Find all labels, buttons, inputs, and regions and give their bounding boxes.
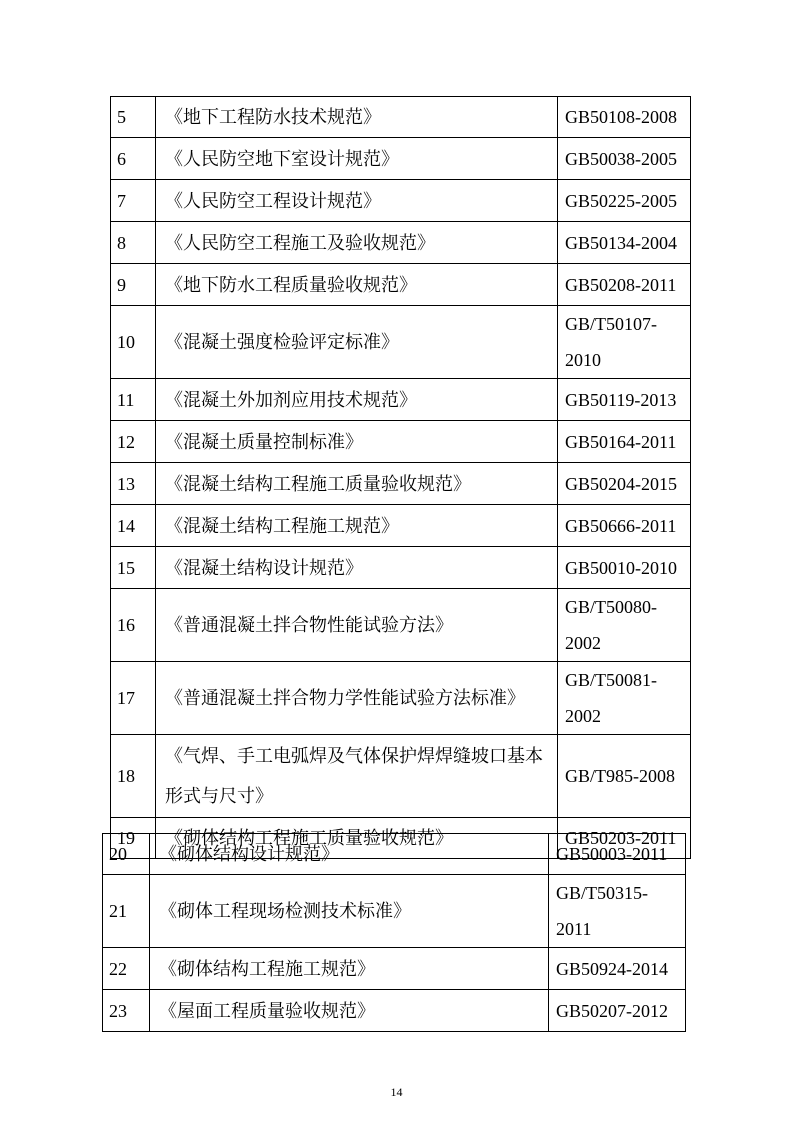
standard-code [558, 306, 691, 379]
row-number: 15 [111, 547, 156, 589]
standard-code: GB50038-2005 [558, 138, 691, 180]
row-number: 9 [111, 264, 156, 306]
standard-name: 《混凝土结构工程施工质量验收规范》 [156, 463, 558, 505]
row-number: 5 [111, 97, 156, 138]
standard-code: GB50010-2010 [558, 547, 691, 589]
row-number: 21 [103, 875, 150, 948]
standard-code: GB50003-2011 [549, 834, 686, 875]
standard-name: 《人民防空地下室设计规范》 [156, 138, 558, 180]
row-number: 18 [111, 735, 156, 818]
table-row [111, 547, 691, 589]
row-number: 13 [111, 463, 156, 505]
table-row [111, 264, 691, 306]
standards-table-top [110, 96, 691, 859]
standard-name: 《地下防水工程质量验收规范》 [156, 264, 558, 306]
table-row [111, 138, 691, 180]
row-number: 7 [111, 180, 156, 222]
standard-name-text: 《气焊、手工电弧焊及气体保护焊焊缝坡口基本形式与尺寸》 [165, 746, 543, 806]
standard-code-text: GB/T50080-2002 [565, 597, 657, 653]
standard-name: 《地下工程防水技术规范》 [156, 97, 558, 138]
standard-code: GB50666-2011 [558, 505, 691, 547]
table-row [111, 222, 691, 264]
standard-name: 《屋面工程质量验收规范》 [150, 990, 549, 1032]
row-number: 10 [111, 306, 156, 379]
row-number: 8 [111, 222, 156, 264]
table-row [103, 875, 686, 948]
standard-name: 《砌体结构工程施工规范》 [150, 948, 549, 990]
standard-code: GB50924-2014 [549, 948, 686, 990]
table-row [103, 834, 686, 875]
standard-name [156, 735, 558, 818]
row-number: 16 [111, 589, 156, 662]
table-row [111, 735, 691, 818]
standard-name: 《混凝土结构设计规范》 [156, 547, 558, 589]
standard-name: 《人民防空工程施工及验收规范》 [156, 222, 558, 264]
table-row [111, 306, 691, 379]
standard-name: 《普通混凝土拌合物力学性能试验方法标准》 [156, 662, 558, 735]
standard-code: GB50204-2015 [558, 463, 691, 505]
standard-code: GB50203-2011 [558, 818, 691, 859]
standard-name: 《人民防空工程设计规范》 [156, 180, 558, 222]
table-row [111, 97, 691, 138]
row-number: 20 [103, 834, 150, 875]
page-number: 14 [390, 1085, 403, 1099]
row-number: 11 [111, 379, 156, 421]
standard-name: 《混凝土外加剂应用技术规范》 [156, 379, 558, 421]
table-row [103, 990, 686, 1032]
standard-name: 《混凝土质量控制标准》 [156, 421, 558, 463]
table-row [111, 421, 691, 463]
standard-code [558, 589, 691, 662]
table-row [111, 180, 691, 222]
standard-code: GB50164-2011 [558, 421, 691, 463]
standard-name: 《砌体结构设计规范》 [150, 834, 549, 875]
standard-code: GB/T985-2008 [558, 735, 691, 818]
standards-table-bottom [102, 833, 686, 1032]
row-number: 23 [103, 990, 150, 1032]
row-number: 22 [103, 948, 150, 990]
standard-name: 《砌体结构工程施工质量验收规范》 [156, 818, 558, 859]
row-number: 14 [111, 505, 156, 547]
table-row [111, 505, 691, 547]
standard-code: GB50119-2013 [558, 379, 691, 421]
standard-code: GB50108-2008 [558, 97, 691, 138]
table-row [111, 589, 691, 662]
standard-code [558, 662, 691, 735]
standard-code [549, 875, 686, 948]
row-number: 6 [111, 138, 156, 180]
standard-name: 《普通混凝土拌合物性能试验方法》 [156, 589, 558, 662]
standard-code-text: GB/T50315-2011 [556, 883, 648, 939]
standard-code: GB50208-2011 [558, 264, 691, 306]
standard-name: 《砌体工程现场检测技术标准》 [150, 875, 549, 948]
standard-code: GB50225-2005 [558, 180, 691, 222]
standard-code: GB50134-2004 [558, 222, 691, 264]
row-number: 17 [111, 662, 156, 735]
standard-code-text: GB/T50081-2002 [565, 670, 657, 726]
standard-code: GB50207-2012 [549, 990, 686, 1032]
standard-name: 《混凝土结构工程施工规范》 [156, 505, 558, 547]
standard-code-text: GB/T50107-2010 [565, 314, 657, 370]
row-number: 12 [111, 421, 156, 463]
row-number: 19 [111, 818, 156, 859]
standard-name: 《混凝土强度检验评定标准》 [156, 306, 558, 379]
table-row [111, 379, 691, 421]
table-row [103, 948, 686, 990]
table-row [111, 662, 691, 735]
table-row [111, 463, 691, 505]
